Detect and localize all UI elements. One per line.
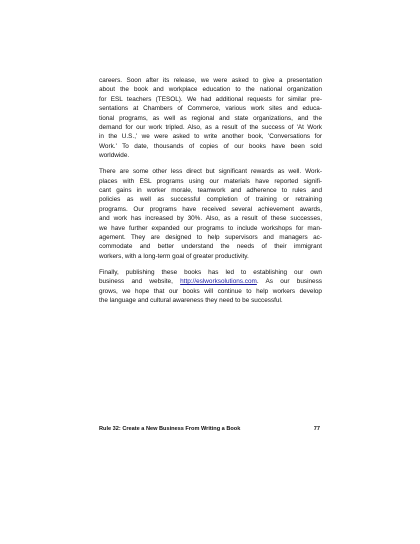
text-line-with-link [99, 277, 322, 286]
text-line: and work has increased by 30%. Also, as a result of these successes, [99, 215, 322, 223]
text-line: There are some other less direct but significant rewards as well. Work- [99, 168, 322, 176]
text-line: the language and cultural awareness they need to be successful. [99, 296, 283, 304]
text-segment: business and website, [99, 278, 181, 286]
text-line: careers. Soon after its release, we were asked to give a presentation [99, 77, 322, 84]
text-line: worldwide. [99, 152, 130, 160]
text-line: agement. They are designed to help supervisors and managers ac- [99, 234, 322, 241]
text-line: commodate and better understand the needs of their immigrant [99, 243, 322, 251]
text-line: in the U.S.,' we were asked to write another book, 'Conversations for [99, 133, 322, 141]
text-line: policies as well as successful completion of training or retraining [99, 196, 322, 204]
text-line: we have further expanded our programs to include workshops for man- [99, 224, 322, 232]
text-line: programs. Our programs have received several achievement awards, [99, 205, 322, 213]
page-footer [99, 425, 320, 433]
website-link[interactable]: http://eslworksolutions.com [180, 278, 257, 286]
text-line: about the book and workplace education to the national organization [99, 86, 322, 94]
paragraph-3 [99, 268, 322, 306]
text-line: sentations at Chambers of Commerce, various work sites and educa- [99, 105, 322, 113]
body-text [99, 76, 322, 312]
text-line: for ESL teachers (TESOL). We had additional requests for similar pre- [99, 95, 322, 103]
paragraph-1 [99, 76, 322, 161]
text-segment: . As our business [256, 278, 322, 286]
text-line: Work.' To date, thousands of copies of our books have been sold [99, 142, 322, 150]
text-line: places with ESL programs using our materials have reported signifi- [99, 177, 322, 185]
text-line: Finally, publishing these books has led to establishing our own [99, 268, 322, 276]
text-line: grows, we hope that our books will continue to help workers develop [99, 287, 322, 295]
running-footer-title: Rule 32: Create a New Business From Writing a Book [99, 426, 241, 432]
text-line: workers, with a long-term goal of greater productivity. [99, 252, 249, 260]
text-line: tional programs, as well as regional and state organizations, and the [99, 114, 322, 122]
text-line: cant gains in worker morale, teamwork and adherence to rules and [99, 186, 322, 194]
paragraph-2 [99, 167, 322, 261]
page-number: 77 [313, 426, 320, 432]
text-line: demand for our work tripled. Also, as a result of the success of 'At Work [99, 124, 322, 132]
